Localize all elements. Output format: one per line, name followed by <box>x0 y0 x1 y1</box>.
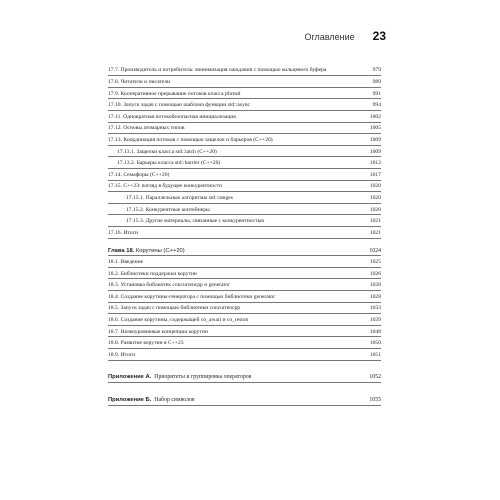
toc-entry-page: 1012 <box>369 160 381 167</box>
table-of-contents <box>108 59 381 406</box>
running-header <box>304 29 386 43</box>
toc-entry-title: 18.6. Создание корутины, содержащей co_await и co_return <box>108 317 249 324</box>
toc-entry <box>108 99 381 111</box>
toc-entry-title: 18.8. Развитие корутин в C++23 <box>108 340 184 347</box>
toc-entry <box>108 123 381 135</box>
toc-entry <box>108 88 381 100</box>
toc-entry-title: 17.15. C++23: взгляд в будущее конкурентности <box>108 183 223 190</box>
toc-entry-page: 1039 <box>369 317 381 324</box>
toc-entry-title: 17.14. Семафоры (C++20) <box>108 171 170 178</box>
toc-entry <box>108 227 381 239</box>
toc-entry-title: 17.15.3. Другие материалы, связанные с конкурентностью <box>126 218 265 225</box>
chapter-18-heading <box>108 244 381 256</box>
toc-entry-page: 1009 <box>369 136 381 143</box>
toc-entry-page: 1002 <box>369 113 381 120</box>
toc-entry <box>108 291 381 303</box>
toc-entry-title: 17.12. Основы атомарных типов <box>108 125 185 132</box>
appendix-a-label: Приложение А. <box>108 374 152 381</box>
toc-entry-page: 991 <box>372 90 381 97</box>
toc-entry-page: 1051 <box>369 351 381 358</box>
appendix-b <box>108 395 381 406</box>
toc-entry-title: 17.10. Запуск задач с помощью шаблона функции std::async <box>108 102 251 109</box>
section-title: Оглавление <box>304 32 355 42</box>
toc-entry-page: 994 <box>372 102 381 109</box>
appendix-b-page: 1055 <box>369 397 381 404</box>
toc-entry-title: 17.15.2. Конкурентные контейнеры <box>126 206 210 213</box>
toc-entry-title: 18.9. Итоги <box>108 351 136 358</box>
toc-entry <box>108 215 381 227</box>
toc-entry <box>108 134 381 146</box>
toc-entry-page: 1020 <box>369 183 381 190</box>
appendix-a <box>108 372 381 383</box>
page-number: 23 <box>372 29 386 43</box>
toc-entry-page: 1048 <box>369 328 381 335</box>
toc-entry <box>108 314 381 326</box>
toc-entry-title: 17.13.2. Барьеры класса std::barrier (C++20) <box>117 160 221 167</box>
appendix-a-page: 1052 <box>369 374 381 381</box>
toc-entry <box>108 76 381 88</box>
toc-entry <box>108 181 381 193</box>
toc-entry <box>108 157 381 169</box>
toc-entry-title: 17.13. Координация потоков с помощью защелок и барьеров (C++20) <box>108 136 273 143</box>
toc-entry <box>108 169 381 181</box>
toc-entry-title: 18.7. Низкоуровневые концепции корутин <box>108 328 208 335</box>
toc-entry <box>108 279 381 291</box>
toc-entry-page: 1025 <box>369 259 381 266</box>
appendix-a-title: Приоритеты и группировка операторов <box>154 374 252 381</box>
toc-entry <box>108 146 381 158</box>
toc-entry-title: 18.5. Запуск задач с помощью библиотеки concurrencpp <box>108 305 241 312</box>
toc-entry-title: 17.7. Производитель и потребитель: минимизация ожидания с помощью кольцевого буфера <box>108 67 327 74</box>
toc-entry-title: 18.2. Библиотеки поддержки корутин <box>108 270 197 277</box>
toc-entry <box>108 303 381 315</box>
chapter-18-page: 1024 <box>369 247 381 254</box>
toc-entry <box>108 204 381 216</box>
toc-entry-title: 18.3. Установка библиотек concurrencpp и generator <box>108 282 230 289</box>
toc-entry-page: 1033 <box>369 305 381 312</box>
toc-entry-title: 18.4. Создание корутины-генератора с помощью библиотеки generator <box>108 293 275 300</box>
toc-entry-title: 18.1. Введение <box>108 259 144 266</box>
toc-entry-page: 989 <box>372 78 381 85</box>
toc-entry-page: 1028 <box>369 293 381 300</box>
toc-entry-title: 17.8. Читатели и писатели <box>108 78 171 85</box>
chapter-18-number: Глава 18. <box>108 247 135 254</box>
toc-entry-page: 1021 <box>369 218 381 225</box>
toc-entry-title: 17.13.1. Защелки класса std::latch (C++20) <box>117 148 217 155</box>
toc-entry-page: 1026 <box>369 270 381 277</box>
toc-entry-page: 1020 <box>369 206 381 213</box>
toc-entry <box>108 349 381 361</box>
toc-entry-page: 1020 <box>369 194 381 201</box>
appendix-b-label: Приложение Б. <box>108 397 152 404</box>
toc-entry-page: 1021 <box>369 229 381 236</box>
toc-entry <box>108 111 381 123</box>
toc-entry-page: 1050 <box>369 340 381 347</box>
toc-entry <box>108 337 381 349</box>
toc-entry <box>108 256 381 268</box>
appendix-b-title: Набор символов <box>154 397 195 404</box>
toc-entry-title: 17.16. Итоги <box>108 229 138 236</box>
toc-entry-title: 17.11. Однократная потокобезопасная инициализация <box>108 113 236 120</box>
chapter-18-entries <box>108 256 381 360</box>
toc-entry-page: 1005 <box>369 125 381 132</box>
toc-entry-page: 1028 <box>369 282 381 289</box>
toc-entry-page: 1017 <box>369 171 381 178</box>
toc-entry-title: 17.15.1. Параллельные алгоритмы std::ranges <box>126 194 233 201</box>
toc-entry-page: 979 <box>372 67 381 74</box>
toc-entry <box>108 326 381 338</box>
chapter-17-entries <box>108 59 381 239</box>
toc-entry-title: 17.9. Кооперативное прерывание потоков класса jthread <box>108 90 241 97</box>
toc-entry <box>108 192 381 204</box>
toc-entry <box>108 268 381 280</box>
toc-entry <box>108 59 381 76</box>
chapter-18-title: Корутины (C++20) <box>134 247 185 254</box>
toc-entry-page: 1009 <box>369 148 381 155</box>
